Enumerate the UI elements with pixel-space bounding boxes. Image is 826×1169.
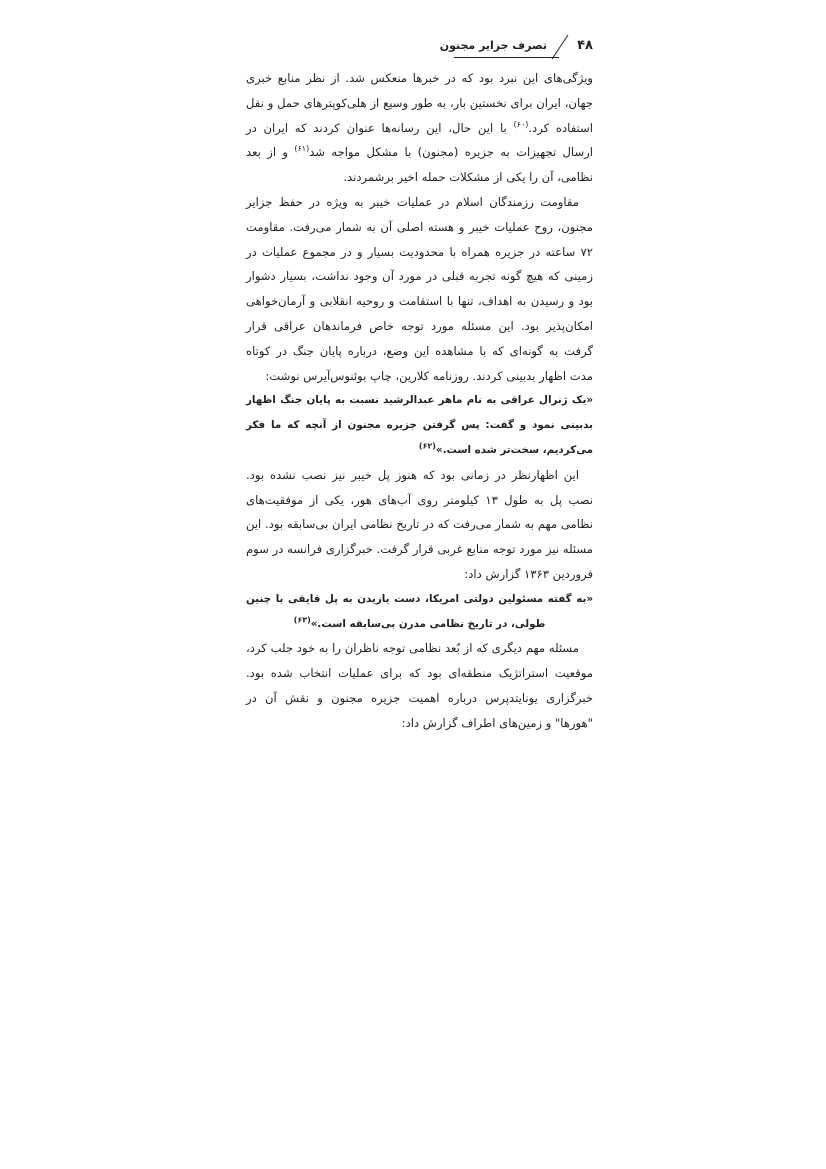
paragraph-text: مسئله مهم دیگری که از بُعد نظامی توجه ناظران را به خود جلب کرد، موقعیت استراتژیک منطقه‌ای بود که برای عملیات انتخاب شده بود. خبرگزاری یونایتدپرس درباره اهمیت جزیره مجنون و نقش آن در "هورها" و زمین‌های اطراف گزارش داد: bbox=[246, 641, 593, 730]
paragraph-text: و از بعد نظامی، آن را یکی از مشکلات حمله اخیر برشمردند. bbox=[246, 145, 593, 185]
page-number: ۴۸ bbox=[577, 38, 593, 53]
header-rule bbox=[454, 57, 559, 58]
running-header bbox=[246, 36, 593, 60]
body-text bbox=[246, 66, 593, 736]
paragraph-text: «به گفته مسئولین دولتی امریکا، دست یازیدن به پل قایقی با چنین طولی، در تاریخ نظامی مدرن بی‌سابقه است.» bbox=[246, 592, 593, 630]
footnote-reference: (۶۱) bbox=[294, 144, 310, 154]
block-quote bbox=[246, 388, 593, 462]
footnote-reference: (۶۰) bbox=[513, 119, 529, 129]
footnote-reference: (۶۲) bbox=[418, 441, 436, 451]
paragraph-text: مقاومت رزمندگان اسلام در عملیات خیبر به ویژه در حفظ جزایر مجنون، روح عملیات خیبر و هسته اصلی آن به شمار می‌رفت. مقاومت ۷۲ ساعته در جزیره همراه با محدودیت بسیار و در مجموع عملیات در زمینی که هیچ گونه تجربه قبلی در مورد آن وجود نداشت، بسیار دشوار بود و رسیدن به اهداف، تنها با استقامت و روحیه انقلابی و آرمان‌خواهی امکان‌پذیر بود. این مسئله مورد توجه خاص فرماندهان عراقی قرار گرفت به گونه‌ای که با مشاهده این وضع، درباره پایان جنگ در کوتاه مدت اظهار بدبینی کردند. روزنامه کلارین، چاپ بوئنوس‌آیرس نوشت: bbox=[246, 194, 593, 383]
paragraph bbox=[246, 66, 593, 190]
book-page bbox=[246, 36, 593, 736]
paragraph bbox=[246, 190, 593, 388]
paragraph bbox=[246, 636, 593, 735]
paragraph bbox=[246, 463, 593, 587]
block-quote bbox=[246, 587, 593, 637]
footnote-reference: (۶۳) bbox=[293, 615, 311, 625]
paragraph-text: این اظهارنظر در زمانی بود که هنوز پل خیبر نیز نصب نشده بود. نصب پل به طول ۱۳ کیلومتر روی آب‌های هور، یکی از موفقیت‌های نظامی مهم به شمار می‌رفت که در تاریخ نظامی ایران بی‌سابقه بود. این مسئله نیز مورد توجه منابع غربی قرار گرفت. خبرگزاری فرانسه در سوم فروردین ۱۳۶۳ گزارش داد: bbox=[246, 467, 593, 581]
paragraph-text: با این حال، این رسانه‌ها عنوان کردند که ایران در ارسال تجهیزات به جزیره (مجنون) با مشکل مواجه شد bbox=[246, 120, 593, 160]
paragraph-text: «یک ژنرال عراقی به نام ماهر عبدالرشید نسبت به پایان جنگ اظهار بدبینی نمود و گفت: پس گرفتن جزیره مجنون از آنچه که ما فکر می‌کردیم، سخت‌تر شده است.» bbox=[246, 394, 593, 456]
running-title: تصرف جزایر مجنون bbox=[439, 39, 547, 52]
paragraph-text: ویژگی‌های این نبرد بود که در خبرها منعکس شد. از نظر منابع خبری جهان، ایران برای نخستین بار، به طور وسیع از هلی‌کوپترهای حمل و نقل استفاده کرد. bbox=[246, 71, 593, 135]
